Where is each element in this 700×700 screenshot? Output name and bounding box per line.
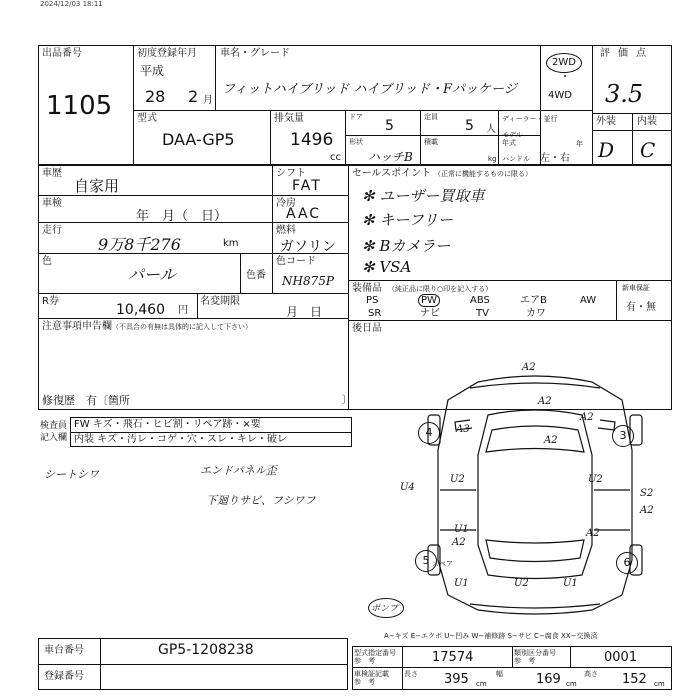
mark-rear-right: U1 xyxy=(563,578,578,589)
shift-value: FAT xyxy=(292,178,322,194)
first-reg-label: 初度登録年月 xyxy=(137,48,197,59)
mark-right-front-door: U2 xyxy=(588,474,603,485)
mileage-value: 9万8千276 xyxy=(98,235,181,254)
height-unit: cm xyxy=(654,680,665,688)
length-value: 395 xyxy=(444,672,469,687)
recycle-value: 10,460 xyxy=(116,302,165,318)
ac-label: 冷房 xyxy=(276,198,296,209)
wheel-front-right: 3 xyxy=(612,425,634,447)
capacity-value: 5 xyxy=(465,118,474,134)
wheel-rear-left: 5 xyxy=(415,550,437,572)
equip-kawa: カワ xyxy=(526,308,546,319)
name-grade-label: 車名・グレード xyxy=(220,48,290,59)
sales-point-4: ✻ VSA xyxy=(362,258,412,276)
inspector-note-3: 下廻りサビ、フシワフ xyxy=(206,494,316,507)
mark-right-rear-door: A2 xyxy=(586,528,600,539)
type-designation-label: 型式指定番号 参 考 xyxy=(354,649,396,665)
dealer-label: ディーラー・並行 xyxy=(502,115,558,123)
height-label: 高さ xyxy=(584,670,598,678)
shape-label: 形状 xyxy=(349,138,363,146)
category-label: 類別区分番号 参 考 xyxy=(514,649,556,665)
inspector-row2: 内装 キズ・汚レ・コゲ・穴・スレ・キレ・破レ xyxy=(74,434,287,445)
equip-sr: SR xyxy=(368,308,382,319)
equipment-sub: （純正品に限り○印を記入する） xyxy=(388,285,493,293)
chassis-value: GP5-1208238 xyxy=(158,642,254,658)
color-code2-label: 色コード xyxy=(276,256,316,267)
handle-value: 左・右 xyxy=(540,153,570,164)
width-value: 169 xyxy=(536,672,561,687)
yen-unit: 円 xyxy=(178,305,188,316)
equip-airbag: エアB xyxy=(520,295,547,306)
width-label: 幅 xyxy=(496,670,503,678)
interior-grade: C xyxy=(640,138,656,162)
load-label: 積載 xyxy=(424,138,438,146)
damage-legend: A−キズ E−エクボ U−凹み W−補修跡 S−サビ C−腐食 XX−交換済 xyxy=(384,632,598,640)
sales-points-label: セールスポイント xyxy=(352,168,432,179)
interior-label: 内装 xyxy=(637,116,657,127)
mark-windshield: A2 xyxy=(544,435,558,446)
drive-4wd: 4WD xyxy=(548,90,572,101)
fuel-value: ガソリン xyxy=(280,239,336,255)
mark-left-front-door: U2 xyxy=(450,474,465,485)
equipment-label: 装備品 xyxy=(352,283,382,294)
handle-label: ハンドル xyxy=(502,155,530,163)
sales-point-2: ✻ キーフリー xyxy=(362,211,453,229)
registration-label: 登録番号 xyxy=(44,671,84,682)
dims-label: 車検証記載 参 考 xyxy=(354,670,389,686)
model-label: 型式 xyxy=(137,113,157,124)
mark-front-right-fender: A2 xyxy=(580,412,594,423)
category-value: 0001 xyxy=(604,650,638,665)
equip-abs: ABS xyxy=(470,295,490,306)
color-label: 色 xyxy=(42,256,52,267)
mark-left-side: U4 xyxy=(400,482,415,493)
reg-month: 2 xyxy=(188,87,199,106)
mark-rear: U2 xyxy=(514,578,529,589)
length-label: 長さ xyxy=(404,670,418,678)
displacement-value: 1496 xyxy=(290,130,334,150)
inspector-note-2: エンドパネル歪 xyxy=(200,464,277,477)
score-value: 3.5 xyxy=(605,80,644,108)
car-name-grade: フィットハイブリッド ハイブリッド・Fパッケージ xyxy=(222,82,517,97)
doors-label: ドア xyxy=(349,113,363,121)
mark-front-left-fender: A3 xyxy=(456,424,470,435)
inspection-value: 年 月（ 日） xyxy=(136,209,228,224)
kg-unit: kg xyxy=(488,155,497,163)
doors-value: 5 xyxy=(385,118,394,134)
displacement-label: 排気量 xyxy=(274,113,304,124)
mark-bonnet: A2 xyxy=(538,396,552,407)
mileage-label: 走行 xyxy=(42,225,62,236)
model-year-label: モデル 年式 xyxy=(502,131,523,147)
equip-pw: PW xyxy=(418,295,440,306)
length-unit: cm xyxy=(476,680,487,688)
inspector-note-1: シートシワ xyxy=(44,468,99,481)
cc-unit: cc xyxy=(330,152,341,163)
shift-label: シフト xyxy=(276,168,306,179)
equip-tv: TV xyxy=(476,308,489,319)
era: 平成 xyxy=(140,64,165,78)
equip-aw: AW xyxy=(580,295,597,306)
sales-point-1: ✻ ユーザー買取車 xyxy=(362,187,485,205)
width-unit: cm xyxy=(566,680,577,688)
repair-close: 〕 xyxy=(342,395,352,406)
notes-label: 注意事項申告欄 xyxy=(42,321,112,332)
month-unit: 月 xyxy=(203,95,213,106)
chassis-label: 車台番号 xyxy=(44,645,84,656)
fuel-label: 燃料 xyxy=(276,225,296,236)
score-label: 評価点 xyxy=(600,48,654,59)
repair-label: 修復歴 有〔箇所 xyxy=(42,394,130,407)
person-unit: 人 xyxy=(486,124,496,135)
color-code-value: NH875P xyxy=(282,274,334,288)
history-value: 自家用 xyxy=(74,177,120,195)
notes-sub: （不具合の有無は具体的に記入して下さい） xyxy=(112,323,252,331)
capacity-label: 定員 xyxy=(424,113,438,121)
exterior-grade: D xyxy=(598,138,615,162)
mark-right-side: S2 xyxy=(640,488,654,499)
wheel-rear-right: 6 xyxy=(616,552,638,574)
mark-right-quarter: A2 xyxy=(640,505,654,516)
color-code-label: 色番 xyxy=(246,270,266,281)
new-warranty-label: 新車保証 xyxy=(622,284,650,292)
drive-2wd: 2WD xyxy=(546,53,582,73)
spare-label: スペア xyxy=(432,560,453,568)
type-designation-value: 17574 xyxy=(432,650,474,665)
inspector-label: 検査員 記入欄 xyxy=(40,421,68,443)
name-change-label: 名変期限 xyxy=(200,296,240,307)
ac-value: AAC xyxy=(286,206,322,222)
reg-year: 28 xyxy=(145,87,166,106)
wheel-front-left: 4 xyxy=(418,422,440,444)
mark-front-bumper: A2 xyxy=(522,362,536,373)
mark-rear-left: U1 xyxy=(454,578,469,589)
mark-left-rear-door-2: A2 xyxy=(452,537,466,548)
model-value: DAA-GP5 xyxy=(162,130,235,149)
color-value: パール xyxy=(128,265,176,284)
lot-label: 出品番号 xyxy=(42,48,82,59)
km-unit: km xyxy=(223,238,239,249)
equip-navi: ナビ xyxy=(420,308,440,319)
car-diagram xyxy=(400,360,670,630)
recycle-label: R券 xyxy=(42,296,59,307)
sales-point-3: ✻ Bカメラー xyxy=(362,237,451,255)
timestamp: 2024/12/03 18:11 xyxy=(40,0,103,8)
rear-items-label: 後日品 xyxy=(352,323,382,334)
sales-points-sub: （正常に機能するものに限る） xyxy=(434,170,532,178)
exterior-label: 外装 xyxy=(596,116,616,127)
year-suffix: 年 xyxy=(576,140,583,148)
inspection-label: 車検 xyxy=(42,198,62,209)
spare-note: ポンプ xyxy=(371,604,399,614)
history-label: 車歴 xyxy=(42,168,62,179)
shape-value: ハッチB xyxy=(368,150,413,164)
mark-left-rear-door: U1 xyxy=(454,524,469,535)
inspector-row1: FW キズ・飛石・ヒビ割・リペア跡・×要 xyxy=(74,419,261,430)
height-value: 152 xyxy=(622,672,647,687)
lot-number: 1105 xyxy=(46,91,113,121)
name-change-value: 月 日 xyxy=(286,305,323,319)
equip-ps: PS xyxy=(366,295,379,306)
new-warranty-value: 有・無 xyxy=(626,302,656,313)
